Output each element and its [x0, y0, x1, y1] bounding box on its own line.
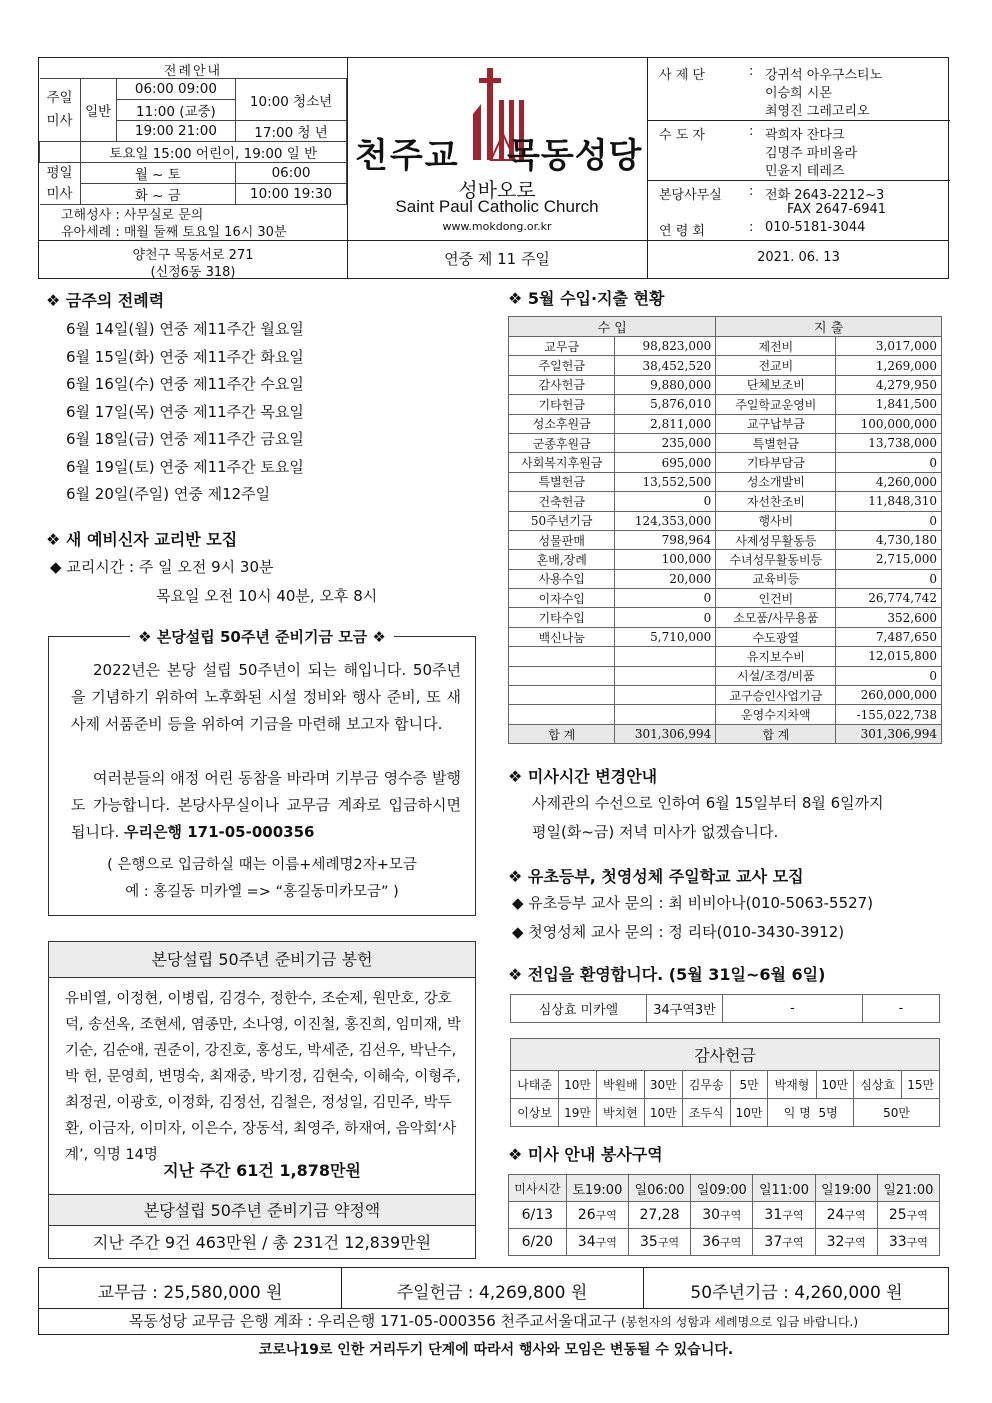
service-title: ❖ 미사 안내 봉사구역 — [508, 1145, 663, 1164]
expense-amount: 7,487,650 — [836, 627, 942, 646]
mon-sat-time: 06:00 — [236, 163, 347, 184]
finance-row — [509, 589, 942, 608]
address-line-1: 양천구 목동서로 271 — [132, 248, 254, 263]
service-header: 일21:00 — [877, 1175, 939, 1202]
catechumen-time-2: 목요일 오전 10시 40분, 오후 8시 — [156, 587, 378, 605]
expense-item: 교육비등 — [716, 569, 836, 588]
liturgy-item: 6월 14일(월) 연중 제11주간 월요일 — [66, 320, 304, 338]
thanks-anonymous-count: 5명 — [818, 1106, 838, 1120]
sunday-mass-label: 주일 미사 — [40, 79, 81, 142]
expense-item: 시설/조경/비품 — [716, 666, 836, 685]
expense-amount: 13,738,000 — [836, 433, 942, 452]
fund-notice-box — [48, 628, 476, 916]
thanks-name: 박원배 — [596, 1071, 644, 1099]
thanks-name: 조두식 — [682, 1099, 730, 1127]
thanks-amount: 15만 — [902, 1071, 940, 1099]
mon-sat-label: 월 ~ 토 — [80, 163, 236, 184]
thanks-amount: 19만 — [559, 1099, 597, 1127]
service-header: 일11:00 — [753, 1175, 815, 1202]
website-link[interactable]: www.mokdong.or.kr — [442, 220, 552, 233]
teachers-title: ❖ 유초등부, 첫영성체 주일학교 교사 모집 — [508, 867, 804, 886]
teachers-line-2: ◆ 첫영성체 교사 문의 : 정 리타(010-3430-3912) — [512, 923, 845, 941]
expense-amount: 26,774,742 — [836, 589, 942, 608]
sunday-time-3: 19:00 21:00 — [116, 121, 235, 142]
expense-amount: -155,022,738 — [836, 705, 942, 724]
clergy-office: 사 제 단 : 강귀석 아우구스티노 이승희 시몬 최영진 그레고리오 수 도 자 : 곽희자 잔다크 김명주 파비올라 민윤지 테레즈 본당사무실 : 전화 2643-2212~3 FAX 2647-6941 연 령 회 : 010-5181-3044 — [647, 58, 950, 240]
liturgy-list — [66, 318, 304, 511]
thanks-amount: 10만 — [559, 1071, 597, 1099]
finance-row — [509, 530, 942, 549]
income-item: 성소후원금 — [509, 414, 615, 433]
finance-row — [509, 647, 942, 666]
income-item: 주일헌금 — [509, 356, 615, 375]
income-amount: 98,823,000 — [615, 337, 716, 356]
service-cell: 34구역 — [566, 1229, 628, 1256]
expense-amount: 0 — [836, 511, 942, 530]
mass-change-line-2: 평일(화~금) 저녁 미사가 없겠습니다. — [532, 823, 779, 841]
expense-item: 주일학교운영비 — [716, 395, 836, 414]
expense-amount: 1,841,500 — [836, 395, 942, 414]
expense-total-label: 합 계 — [716, 724, 836, 743]
service-cell: 36구역 — [691, 1229, 753, 1256]
office-fax: FAX 2647-6941 — [787, 202, 887, 217]
income-amount: 5,876,010 — [615, 395, 716, 414]
income-item: 건축헌금 — [509, 492, 615, 511]
catechumen-title: ❖ 새 예비신자 교리반 모집 — [46, 530, 238, 549]
donors-title: 본당설립 50주년 준비기금 봉헌 — [49, 942, 475, 978]
thanks-name: 나태준 — [511, 1071, 559, 1099]
thanks-name: 심상효 — [854, 1071, 902, 1099]
income-item: 기타수입 — [509, 608, 615, 627]
covid-notice: 코로나19로 인한 거리두기 단계에 따라서 행사와 모임은 변동될 수 있습니다. — [258, 1342, 734, 1358]
bank-account-note: (봉헌자의 성함과 세례명으로 입금 바랍니다.) — [620, 1315, 859, 1329]
priest-2: 이승희 시몬 — [765, 86, 832, 101]
income-amount: 0 — [615, 492, 716, 511]
service-cell: 26구역 — [566, 1202, 628, 1229]
income-amount: 695,000 — [615, 453, 716, 472]
expense-amount: 4,279,950 — [836, 375, 942, 394]
tue-fri-time: 10:00 19:30 — [236, 184, 347, 205]
fund-paragraph-2 — [71, 765, 461, 846]
service-cell: 27,28 — [628, 1202, 690, 1229]
sisters-label: 수 도 자 — [659, 128, 705, 143]
fund-paragraph-1: 2022년은 본당 설립 50주년이 되는 해입니다. 50주년을 기념하기 위하여 노후화된 시설 정비와 행사 준비, 또 새사제 서품준비 등을 위하여 기금을 마련해 보고자 합니다. — [71, 661, 461, 733]
youth-mass: 10:00 청소년 — [236, 79, 347, 121]
saturday-mass: 토요일 15:00 어린이, 19:00 일 반 — [80, 142, 347, 163]
welcome-empty-2: - — [863, 995, 940, 1023]
income-item: 감사헌금 — [509, 375, 615, 394]
anniversary-fund-total: 50주년기금 : 4,260,000 원 — [690, 1283, 903, 1303]
income-amount: 124,353,000 — [615, 511, 716, 530]
income-amount: 20,000 — [615, 569, 716, 588]
income-amount: 9,880,000 — [615, 375, 716, 394]
expense-amount: 2,715,000 — [836, 550, 942, 569]
finance-row — [509, 511, 942, 530]
finance-row — [509, 395, 942, 414]
catechumen-time-1: ◆ 교리시간 : 주 일 오전 9시 30분 — [50, 558, 274, 576]
income-header: 수 입 — [509, 317, 716, 337]
expense-item: 특별헌금 — [716, 433, 836, 452]
welcome-table — [510, 994, 940, 1023]
thanks-anonymous — [768, 1099, 854, 1127]
mass-change-title: ❖ 미사시간 변경안내 — [508, 767, 658, 786]
pledge-summary: 지난 주간 9건 463만원 / 총 231건 12,839만원 — [92, 1233, 432, 1252]
expense-header: 지 출 — [716, 317, 942, 337]
income-item — [509, 686, 615, 705]
liturgy-item: 6월 19일(토) 연중 제11주간 토요일 — [66, 457, 304, 476]
bulletin-date: 2021. 06. 13 — [757, 250, 840, 265]
income-item: 사회복지후원금 — [509, 453, 615, 472]
thanks-amount: 10만 — [816, 1071, 854, 1099]
donors-box — [48, 941, 476, 1259]
income-item — [509, 666, 615, 685]
finance-row — [509, 375, 942, 394]
footer-totals — [38, 1267, 949, 1309]
mass-schedule — [39, 58, 347, 240]
service-header: 일06:00 — [628, 1175, 690, 1202]
service-header: 토19:00 — [566, 1175, 628, 1202]
priest-3: 최영진 그레고리오 — [765, 104, 870, 119]
income-item — [509, 647, 615, 666]
finance-row — [509, 627, 942, 646]
liturgy-item: 6월 16일(수) 연중 제11주간 수요일 — [66, 375, 304, 393]
patron-name: 성바오로 — [458, 178, 536, 202]
expense-item: 제전비 — [716, 337, 836, 356]
finance-table — [508, 316, 942, 744]
income-total-label: 합 계 — [509, 724, 615, 743]
address-line-2: (신정6동 318) — [150, 265, 236, 280]
expense-amount: 12,015,800 — [836, 647, 942, 666]
thanks-name: 이상보 — [511, 1099, 559, 1127]
service-date: 6/13 — [509, 1202, 567, 1229]
donors-list: 유비열, 이정현, 이병립, 김경수, 정한수, 조순제, 원만호, 강호덕, 송선옥, 조현세, 염종만, 소나영, 이진철, 홍진희, 임미재, 박기순, 김순애, 권준이, 강진호, 홍성도, 박세준, 김선우, 박난수, 박 헌, 문영희, 변명숙, 최재중, 박기정, 김현숙, 이해숙, 이형주, 최정권, 이광호, 이정화, 김정선, 김철은, 정성일, 김민주, 박두환, 이금자, 이미자, 이은수, 장동석, 최영주, 하재여, 음악회‘사계’, 익명 14명 — [65, 991, 461, 1163]
service-cell: 25구역 — [877, 1202, 939, 1229]
expense-amount: 3,017,000 — [836, 337, 942, 356]
service-date: 6/20 — [509, 1229, 567, 1256]
income-item: 혼배,장례 — [509, 550, 615, 569]
expense-item: 교구납부금 — [716, 414, 836, 433]
fund-paragraph-2-text: 여러분들의 애정 어린 동참을 바라며 기부금 영수증 발행도 가능합니다. 본당사무실이나 교무금 계좌로 입금하시면 됩니다. — [71, 769, 461, 841]
council-label: 연 령 회 — [659, 224, 705, 239]
service-table — [508, 1174, 940, 1256]
expense-item: 운영수지차액 — [716, 705, 836, 724]
young-adult-mass: 17:00 청 년 — [236, 121, 347, 142]
service-cell: 30구역 — [691, 1202, 753, 1229]
service-header: 일09:00 — [691, 1175, 753, 1202]
expense-amount: 1,269,000 — [836, 356, 942, 375]
weekday-mass-label: 평일 미사 — [40, 163, 81, 205]
liturgy-title: ❖ 금주의 전례력 — [46, 291, 165, 310]
income-item: 이자수입 — [509, 589, 615, 608]
income-item: 군종후원금 — [509, 433, 615, 452]
expense-amount: 4,730,180 — [836, 530, 942, 549]
tue-fri-label: 화 ~ 금 — [80, 184, 236, 205]
confession-info: 고해성사 : 사무실로 문의 — [61, 208, 204, 223]
sister-1: 곽희자 잔다크 — [765, 128, 845, 143]
priest-1: 강귀석 아우구스티노 — [765, 68, 883, 83]
finance-row — [509, 550, 942, 569]
service-cell: 35구역 — [628, 1229, 690, 1256]
donors-summary: 지난 주간 61건 1,878만원 — [163, 1161, 361, 1180]
income-item: 사용수입 — [509, 569, 615, 588]
mass-schedule-table — [39, 78, 347, 205]
income-amount: 0 — [615, 589, 716, 608]
fund-deposit-note: ( 은행으로 입금하실 때는 이름+세례명2자+모금 — [107, 857, 417, 873]
fund-deposit-example: 예 : 홍길동 미카엘 => “홍길동미카모금” ) — [125, 884, 399, 900]
fund-notice-title: ❖ 본당설립 50주년 준비기금 모금 ❖ — [130, 628, 394, 646]
liturgy-item: 6월 17일(목) 연중 제11주간 목요일 — [66, 402, 304, 421]
thanks-name: 박재형 — [768, 1071, 816, 1099]
expense-item: 성소개발비 — [716, 472, 836, 491]
service-cell: 24구역 — [815, 1202, 877, 1229]
service-header: 일19:00 — [815, 1175, 877, 1202]
income-amount — [615, 647, 716, 666]
income-amount: 235,000 — [615, 433, 716, 452]
expense-total: 301,306,994 — [836, 724, 942, 743]
finance-row — [509, 356, 942, 375]
welcome-district: 34구역3반 — [647, 995, 723, 1023]
church-name-right: 목동성당 — [507, 136, 643, 176]
finance-row — [509, 705, 942, 724]
income-item: 기타헌금 — [509, 395, 615, 414]
thanks-name: 박치현 — [596, 1099, 644, 1127]
pledge-title: 본당설립 50주년 준비기금 약정액 — [49, 1194, 475, 1226]
finance-row — [509, 472, 942, 491]
income-item: 50주년기금 — [509, 511, 615, 530]
expense-amount: 100,000,000 — [836, 414, 942, 433]
bulletin-header — [38, 57, 949, 279]
priests-label: 사 제 단 — [659, 68, 705, 83]
income-amount — [615, 686, 716, 705]
service-cell: 32구역 — [815, 1229, 877, 1256]
church-identity — [347, 58, 647, 240]
income-total: 301,306,994 — [615, 724, 716, 743]
liturgy-item: 6월 18일(금) 연중 제11주간 금요일 — [66, 430, 304, 448]
bank-account-bar — [38, 1308, 949, 1335]
liturgy-item: 6월 15일(화) 연중 제11주간 화요일 — [66, 347, 304, 366]
thanks-name: 김무송 — [682, 1071, 730, 1099]
sister-2: 김명주 파비올라 — [765, 146, 858, 161]
church-name-left: 천주교 — [355, 136, 460, 176]
expense-amount: 0 — [836, 666, 942, 685]
expense-amount: 352,600 — [836, 608, 942, 627]
expense-item: 소모품/사무용품 — [716, 608, 836, 627]
income-amount — [615, 666, 716, 685]
thanks-amount: 50만 — [854, 1099, 940, 1127]
income-amount: 798,964 — [615, 530, 716, 549]
expense-item: 전교비 — [716, 356, 836, 375]
welcome-empty-1: - — [723, 995, 863, 1023]
expense-item: 사제성무활동등 — [716, 530, 836, 549]
expense-amount: 0 — [836, 569, 942, 588]
sunday-time-1: 06:00 09:00 — [116, 79, 235, 100]
finance-row — [509, 433, 942, 452]
sunday-time-2: 11:00 (교중) — [116, 100, 235, 121]
income-amount — [615, 705, 716, 724]
expense-item: 인건비 — [716, 589, 836, 608]
income-item: 교무금 — [509, 337, 615, 356]
infant-baptism-info: 유아세례 : 매월 둘째 토요일 16시 30분 — [61, 225, 287, 240]
mass-change-line-1: 사제관의 수선으로 인하여 6월 15일부터 8월 6일까지 — [532, 794, 884, 812]
finance-row — [509, 608, 942, 627]
mass-schedule-title: 전례안내 — [163, 64, 223, 79]
liturgy-item: 6월 20일(주일) 연중 제12주일 — [66, 485, 271, 503]
teachers-line-1: ◆ 유초등부 교사 문의 : 최 비비아나(010-5063-5527) — [512, 894, 874, 912]
service-cell: 33구역 — [877, 1229, 939, 1256]
thanks-title: 감사헌금 — [511, 1039, 940, 1071]
thanks-anonymous-label: 익 명 — [783, 1106, 811, 1120]
income-amount: 38,452,520 — [615, 356, 716, 375]
finance-title: ❖ 5월 수입·지출 현황 — [508, 289, 665, 308]
service-header: 미사시간 — [509, 1175, 567, 1202]
general-mass-label: 일반 — [80, 79, 116, 142]
expense-amount: 0 — [836, 453, 942, 472]
expense-item: 교구승인사업기금 — [716, 686, 836, 705]
expense-item: 기타부담금 — [716, 453, 836, 472]
thanks-amount: 10만 — [645, 1099, 683, 1127]
income-amount: 13,552,500 — [615, 472, 716, 491]
income-amount: 0 — [615, 608, 716, 627]
service-cell: 31구역 — [753, 1202, 815, 1229]
expense-amount: 11,848,310 — [836, 492, 942, 511]
income-amount: 100,000 — [615, 550, 716, 569]
tithe-total: 교무금 : 25,580,000 원 — [97, 1283, 283, 1303]
income-item — [509, 705, 615, 724]
english-church-name: Saint Paul Catholic Church — [395, 197, 599, 216]
finance-row — [509, 414, 942, 433]
expense-item: 유지보수비 — [716, 647, 836, 666]
welcome-title: ❖ 전입을 환영합니다. (5월 31일~6월 6일) — [508, 965, 826, 984]
expense-item: 행사비 — [716, 511, 836, 530]
finance-row — [509, 453, 942, 472]
thanks-table — [510, 1038, 940, 1127]
sunday-offering-total: 주일헌금 : 4,269,800 원 — [396, 1283, 588, 1303]
expense-item: 수녀성무활동비등 — [716, 550, 836, 569]
welcome-name: 심상효 미카엘 — [511, 995, 647, 1023]
expense-amount: 4,260,000 — [836, 472, 942, 491]
council-phone: 010-5181-3044 — [765, 220, 866, 235]
office-phone: 전화 2643-2212~3 — [765, 188, 885, 203]
finance-row — [509, 492, 942, 511]
finance-row — [509, 569, 942, 588]
sister-3: 민윤지 테레즈 — [765, 164, 845, 179]
thanks-amount: 30만 — [645, 1071, 683, 1099]
finance-row — [509, 337, 942, 356]
bank-account-main: 목동성당 교무금 은행 계좌 : 우리은행 171-05-000356 천주교서울대교구 — [128, 1312, 617, 1330]
finance-row — [509, 686, 942, 705]
fund-bank-account: 우리은행 171-05-000356 — [124, 823, 315, 841]
week-title: 연중 제 11 주일 — [444, 250, 550, 268]
income-item: 백신나눔 — [509, 627, 615, 646]
expense-amount: 260,000,000 — [836, 686, 942, 705]
income-item: 특별헌금 — [509, 472, 615, 491]
expense-item: 수도광열 — [716, 627, 836, 646]
finance-row — [509, 666, 942, 685]
service-cell: 37구역 — [753, 1229, 815, 1256]
office-label: 본당사무실 — [659, 188, 722, 203]
income-amount: 2,811,000 — [615, 414, 716, 433]
expense-item: 단체보조비 — [716, 375, 836, 394]
thanks-amount: 5만 — [730, 1071, 768, 1099]
income-amount: 5,710,000 — [615, 627, 716, 646]
expense-item: 자선찬조비 — [716, 492, 836, 511]
income-item: 성물판매 — [509, 530, 615, 549]
thanks-amount: 10만 — [730, 1099, 768, 1127]
